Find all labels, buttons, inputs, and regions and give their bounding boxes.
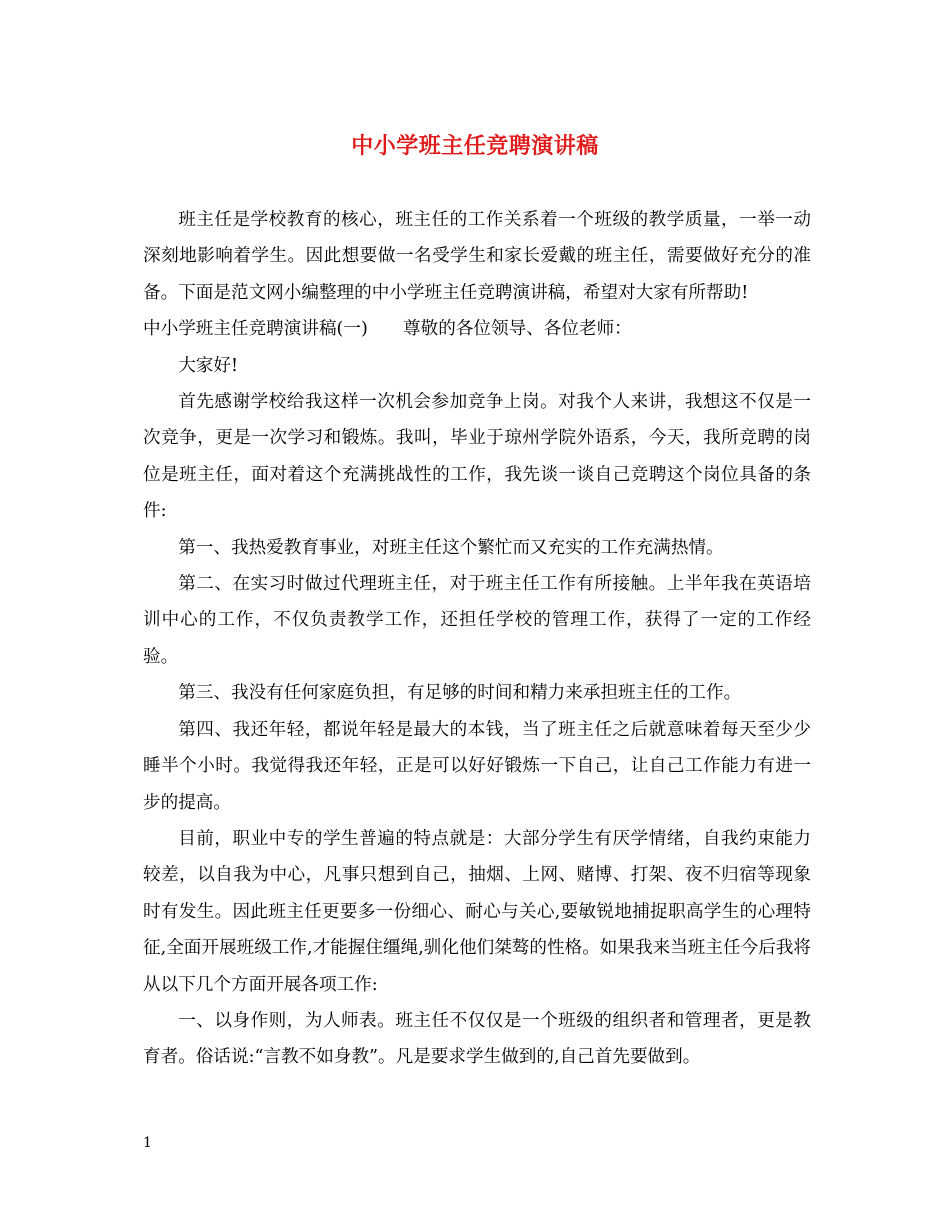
document-body [143, 202, 811, 1076]
paragraph-point-1: 第一、我热爱教育事业，对班主任这个繁忙而又充实的工作充满热情。 [178, 537, 724, 558]
paragraph-current-situation: 目前，职业中专的学生普遍的特点就是：大部分学生有厌学情绪，自我约束能力较差，以自我为中心，凡事只想到自己，抽烟、上网、赌博、打架、夜不归宿等现象时有发生。因此班主任更要多一份细心、耐心与关心,要敏锐地捕捉职高学生的心理特征,全面开展班级工作,才能握住缰绳,驯化他们桀骜的性格。如果我来当班主任今后我将从以下几个方面开展各项工作: [143, 828, 811, 995]
paragraph-plan-1: 一、以身作则，为人师表。班主任不仅仅是一个班级的组织者和管理者，更是教育者。俗话说:“言教不如身教”。凡是要求学生做到的,自己首先要做到。 [143, 1010, 811, 1068]
document-title: 中小学班主任竞聘演讲稿 [351, 133, 599, 159]
paragraph-thanks: 首先感谢学校给我这样一次机会参加竞争上岗。对我个人来讲，我想这不仅是一次竞争，更是一次学习和锻炼。我叫，毕业于琼州学院外语系，今天，我所竞聘的岗位是班主任，面对着这个充满挑战性的工作，我先谈一谈自己竞聘这个岗位具备的条件: [143, 392, 811, 522]
paragraph-point-4: 第四、我还年轻，都说年轻是最大的本钱，当了班主任之后就意味着每天至少少睡半个小时。我觉得我还年轻，正是可以好好锻炼一下自己，让自己工作能力有进一步的提高。 [143, 719, 811, 813]
paragraph-point-3: 第三、我没有任何家庭负担，有足够的时间和精力来承担班主任的工作。 [178, 683, 742, 704]
paragraph-point-2: 第二、在实习时做过代理班主任，对于班主任工作有所接触。上半年我在英语培训中心的工作，不仅负责教学工作，还担任学校的管理工作，获得了一定的工作经验。 [143, 574, 811, 667]
paragraph-section-heading: 中小学班主任竞聘演讲稿(一) 尊敬的各位领导、各位老师： [143, 319, 632, 340]
paragraph-intro: 班主任是学校教育的核心，班主任的工作关系着一个班级的教学质量，一举一动深刻地影响着学生。因此想要做一名受学生和家长爱戴的班主任，需要做好充分的准备。下面是范文网小编整理的中小学班主任竞聘演讲稿，希望对大家有所帮助! [143, 210, 811, 303]
page-number: 1 [143, 1135, 152, 1151]
paragraph-greeting: 大家好! [178, 355, 239, 376]
